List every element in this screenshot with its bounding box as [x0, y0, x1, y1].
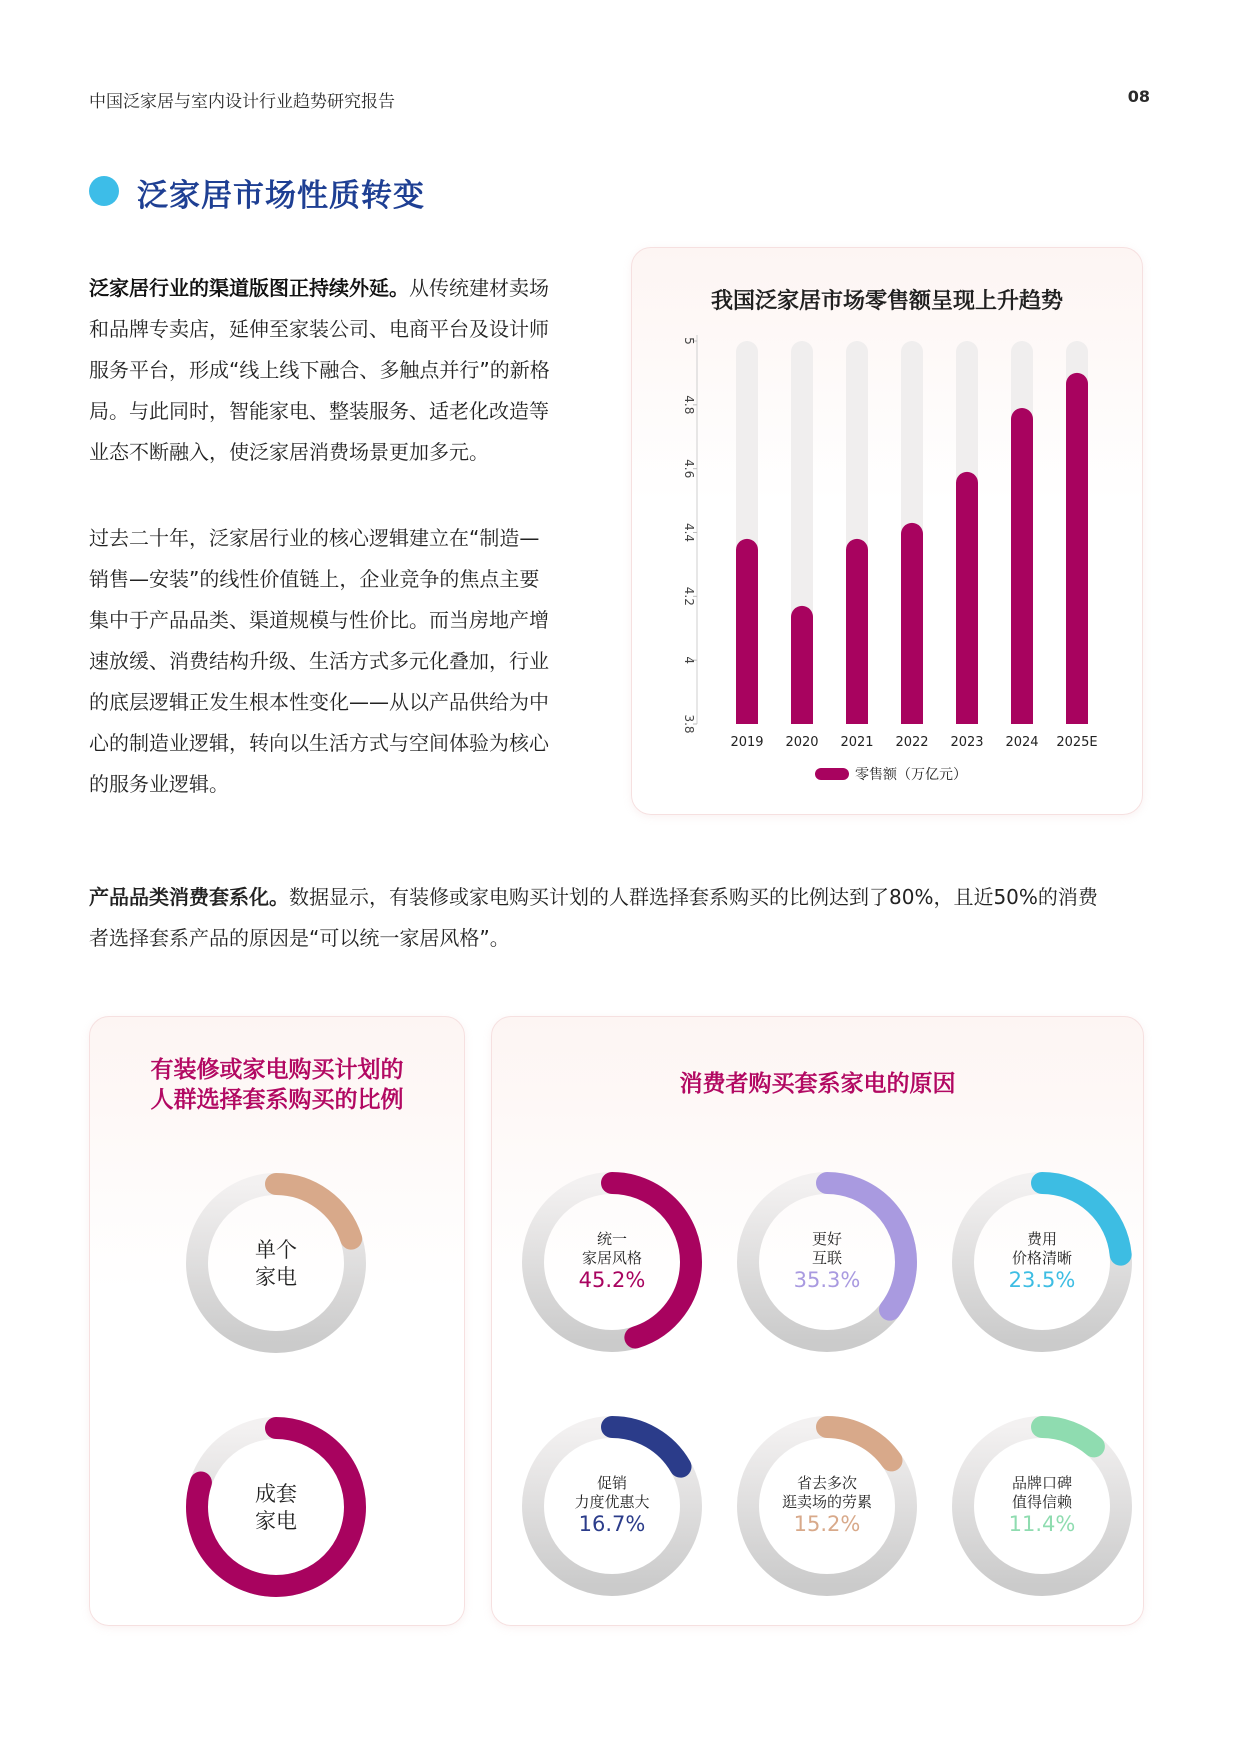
paragraph-line: 过去二十年，泛家居行业的核心逻辑建立在“制造— — [89, 526, 540, 550]
donut-label: 单个 — [255, 1238, 297, 1262]
page-number: 08 — [1127, 87, 1150, 106]
bar — [846, 539, 868, 724]
section-title: 泛家居市场性质转变 — [137, 178, 425, 214]
paragraph-lead-rest: 从传统建材卖场 — [409, 276, 549, 300]
bar-base — [901, 713, 923, 724]
donut-chart — [186, 1173, 366, 1353]
donut-label: 更好 — [811, 1230, 842, 1248]
donut-label: 价格清晰 — [1011, 1249, 1072, 1267]
retail-bar-chart — [632, 248, 1142, 814]
donut-label: 统一 — [596, 1230, 627, 1248]
bar — [1066, 373, 1088, 724]
donut-label: 品牌口碑 — [1011, 1474, 1072, 1492]
paragraph-line: 的服务业逻辑。 — [89, 772, 229, 796]
bar — [736, 539, 758, 724]
bar — [956, 472, 978, 724]
paragraph-line: 速放缓、消费结构升级、生活方式多元化叠加，行业 — [89, 649, 549, 673]
section-bullet-icon — [89, 176, 119, 206]
x-tick-label: 2022 — [895, 735, 929, 750]
donut-chart — [522, 1416, 702, 1596]
donut-label: 成套 — [255, 1482, 297, 1506]
donut-label: 省去多次 — [796, 1474, 857, 1492]
paragraph-lead: 泛家居行业的渠道版图正持续外延。 — [89, 276, 409, 300]
y-tick-label: 3.8 — [682, 714, 696, 734]
donut-label: 费用 — [1026, 1230, 1057, 1248]
donut-value: 15.2% — [793, 1512, 861, 1536]
donut-label: 家电 — [255, 1265, 297, 1289]
x-tick-label: 2020 — [785, 735, 819, 750]
paragraph-line — [89, 268, 575, 309]
bar-base — [1066, 713, 1088, 724]
y-tick-label: 4.4 — [682, 522, 696, 543]
donut-chart — [952, 1172, 1132, 1352]
x-tick-label: 2024 — [1005, 735, 1039, 750]
title-line: 有装修或家电购买计划的 — [150, 1057, 404, 1083]
paragraph-line: 者选择套系产品的原因是“可以统一家居风格”。 — [89, 926, 510, 950]
y-tick-label: 5 — [682, 337, 696, 345]
paragraph-line: 局。与此同时，智能家电、整装服务、适老化改造等 — [89, 399, 549, 423]
paragraph-bundles — [89, 877, 1159, 959]
legend-swatch — [815, 768, 849, 780]
donut-value: 23.5% — [1008, 1268, 1076, 1292]
donut-label: 力度优惠大 — [574, 1493, 650, 1511]
chart-title: 我国泛家居市场零售额呈现上升趋势 — [710, 289, 1063, 314]
donut-chart — [737, 1416, 917, 1596]
donut-chart — [522, 1172, 702, 1352]
bundle-ratio-card — [89, 1016, 465, 1626]
donut-label: 值得信赖 — [1011, 1493, 1072, 1511]
donut-label: 互联 — [811, 1249, 842, 1267]
x-tick-label: 2023 — [950, 735, 984, 750]
donut-value: 11.4% — [1008, 1512, 1076, 1536]
y-tick-label: 4.8 — [682, 395, 696, 415]
paragraph-channels — [89, 268, 575, 473]
bar-base — [846, 713, 868, 724]
donut-label: 家电 — [255, 1509, 297, 1533]
legend-label: 零售额（万亿元） — [855, 767, 967, 783]
bar-base — [956, 713, 978, 724]
retail-chart-card — [631, 247, 1143, 815]
paragraph-line: 的底层逻辑正发生根本性变化——从以产品供给为中 — [89, 690, 549, 714]
paragraph-line: 服务平台，形成“线上线下融合、多触点并行”的新格 — [89, 358, 550, 382]
x-tick-label: 2025E — [1056, 735, 1098, 750]
bar — [791, 606, 813, 724]
paragraph-line: 集中于产品品类、渠道规模与性价比。而当房地产增 — [89, 608, 549, 632]
bar-base — [1011, 713, 1033, 724]
paragraph-line — [89, 877, 1159, 918]
y-tick-label: 4.6 — [682, 459, 696, 479]
donut-chart — [737, 1172, 917, 1352]
paragraph-line: 业态不断融入，使泛家居消费场景更加多元。 — [89, 440, 489, 464]
title-line: 人群选择套系购买的比例 — [150, 1087, 404, 1113]
y-tick-label: 4.2 — [682, 586, 696, 606]
bar-base — [736, 713, 758, 724]
donut-chart — [186, 1417, 366, 1597]
bundle-ratio-title — [90, 1055, 464, 1115]
bar-base — [791, 713, 813, 724]
x-tick-label: 2021 — [840, 735, 874, 750]
donut-chart — [952, 1416, 1132, 1596]
donut-label: 逛卖场的劳累 — [781, 1493, 872, 1511]
donut-value: 45.2% — [578, 1268, 646, 1292]
paragraph-line: 和品牌专卖店，延伸至家装公司、电商平台及设计师 — [89, 317, 549, 341]
paragraph-line: 销售—安装”的线性价值链上，企业竞争的焦点主要 — [89, 567, 540, 591]
bar — [901, 523, 923, 724]
x-tick-label: 2019 — [730, 735, 764, 750]
donut-value: 35.3% — [793, 1268, 861, 1292]
paragraph-line1-rest: 数据显示，有装修或家电购买计划的人群选择套系购买的比例达到了80%，且近50%的消费 — [289, 885, 1098, 909]
donut-label: 家居风格 — [581, 1249, 642, 1267]
y-tick-label: 4 — [682, 656, 696, 664]
donut-label: 促销 — [596, 1474, 627, 1492]
purchase-reasons-card — [491, 1016, 1144, 1626]
paragraph-logic — [89, 518, 575, 805]
purchase-reasons-title: 消费者购买套系家电的原因 — [679, 1071, 956, 1097]
paragraph-lead: 产品品类消费套系化。 — [89, 885, 289, 909]
paragraph-line: 心的制造业逻辑，转向以生活方式与空间体验为核心 — [89, 731, 549, 755]
donut-value: 16.7% — [578, 1512, 646, 1536]
report-title: 中国泛家居与室内设计行业趋势研究报告 — [89, 92, 395, 112]
bar — [1011, 408, 1033, 724]
